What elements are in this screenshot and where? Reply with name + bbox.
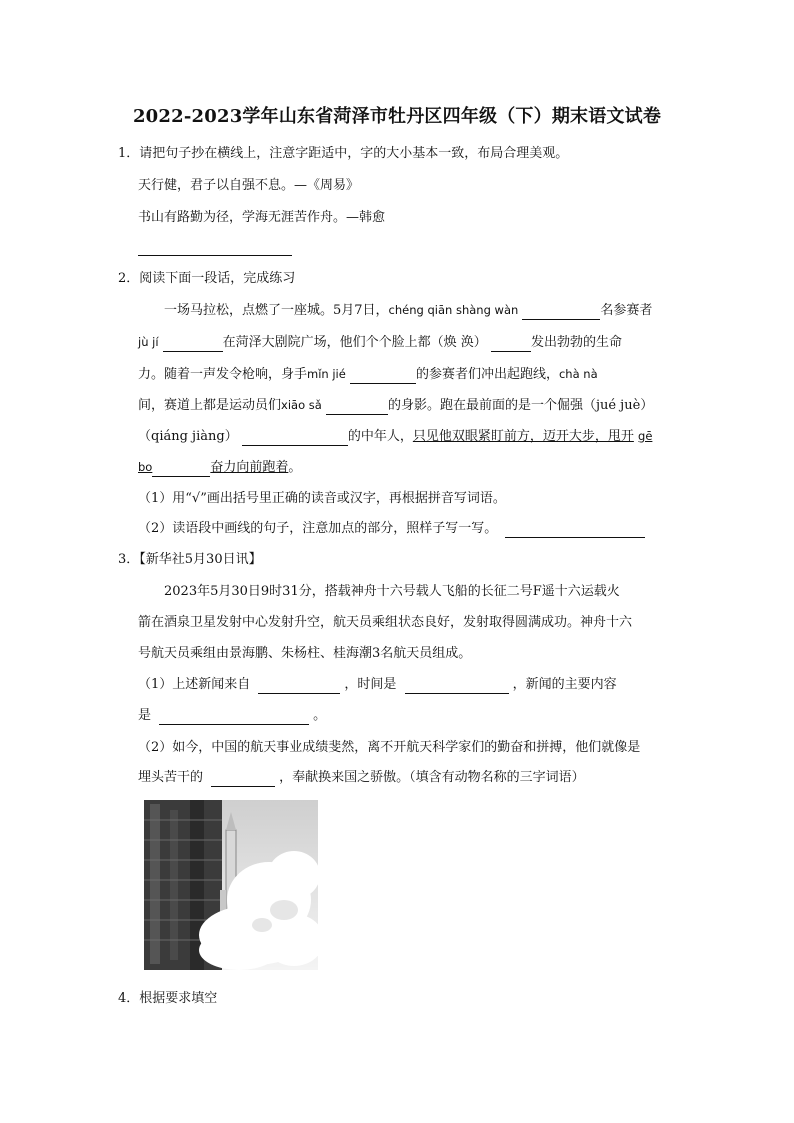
passage-line-1: 一场马拉松，点燃了一座城。5月7日，chéng qiān shàng wàn 名参赛者	[164, 303, 653, 318]
passage-line-3: 力。随着一声发令枪响，身手mǐn jié 的参赛者们冲出起跑线，chà nà	[138, 367, 598, 382]
question-number: 2．	[118, 271, 140, 286]
question-3-sub-2-cont: 埋头苦干的 ，奉献换来国之骄傲。（填含有动物名称的三字词语）	[138, 770, 585, 785]
pinyin-chengqianshangwan: chéng qiān shàng wàn	[388, 303, 519, 317]
answer-blank[interactable]	[152, 462, 210, 477]
answer-blank[interactable]	[522, 305, 600, 320]
copy-answer-line[interactable]	[138, 238, 292, 256]
news-line-1: 2023年5月30日9时31分，搭载神舟十六号载人飞船的长征二号F遥十六运载火	[164, 584, 620, 599]
answer-blank[interactable]	[491, 337, 531, 352]
pinyin-minjie: mǐn jié	[307, 367, 346, 381]
underlined-sentence-end: 奋力向前跑着	[210, 460, 289, 475]
passage-line-6: bo 奋力向前跑着。	[138, 460, 302, 475]
question-number: 3．	[118, 552, 140, 567]
page-title: 2022-2023学年山东省菏泽市牡丹区四年级（下）期末语文试卷	[132, 106, 662, 127]
answer-blank[interactable]	[163, 337, 223, 352]
passage-line-4: 间，赛道上都是运动员们xiāo sǎ 的身影。跑在最前面的是一个倔强（jué juè）	[138, 398, 654, 413]
answer-blank-animal-word[interactable]	[211, 772, 275, 787]
question-2-prompt: 2．阅读下面一段话，完成练习	[118, 271, 296, 286]
question-2-sub-2: （2）读语段中画线的句子，注意加点的部分，照样子写一写。	[138, 520, 645, 538]
news-line-2: 箭在酒泉卫星发射中心发射升空，航天员乘组状态良好，发射取得圆满成功。神舟十六	[138, 615, 633, 630]
answer-blank-source[interactable]	[258, 679, 340, 694]
answer-blank[interactable]	[505, 523, 645, 538]
answer-blank-content[interactable]	[159, 710, 309, 725]
question-3-sub-1: （1）上述新闻来自 ，时间是 ，新闻的主要内容	[138, 677, 617, 692]
question-4-prompt: 4．根据要求填空	[118, 991, 218, 1006]
question-number: 4．	[118, 991, 140, 1006]
rocket-launch-photo	[144, 800, 318, 970]
answer-blank[interactable]	[242, 431, 348, 446]
quote-zhouyi: 天行健，君子以自强不息。—《周易》	[138, 178, 360, 193]
passage-line-5: （qiáng jiàng） 的中年人，只见他双眼紧盯前方，迈开大步，甩开 gē	[138, 429, 653, 444]
question-1-prompt: 1．请把句子抄在横线上，注意字距适中，字的大小基本一致，布局合理美观。	[118, 146, 569, 161]
quote-hanyu: 书山有路勤为径，学海无涯苦作舟。—韩愈	[138, 210, 386, 225]
question-number: 1．	[118, 146, 140, 161]
pinyin-gebo-2: bo	[138, 460, 153, 474]
answer-blank[interactable]	[326, 400, 388, 415]
question-3-sub-1-cont: 是 。	[138, 708, 327, 723]
news-line-3: 号航天员乘组由景海鹏、朱杨柱、桂海潮3名航天员组成。	[138, 646, 472, 661]
pinyin-juji: jù jí	[138, 335, 159, 349]
pinyin-gebo-1: gē	[638, 429, 653, 443]
answer-blank-time[interactable]	[405, 679, 509, 694]
question-2-sub-1: （1）用“√”画出括号里正确的读音或汉字，再根据拼音写词语。	[138, 491, 506, 506]
passage-line-2: jù jí 在菏泽大剧院广场，他们个个脸上都（焕 涣） 发出勃勃的生命	[138, 335, 622, 350]
pinyin-chana: chà nà	[558, 367, 598, 381]
pinyin-xiaosa: xiāo sǎ	[281, 398, 322, 412]
answer-blank[interactable]	[350, 369, 416, 384]
question-3-sub-2: （2）如今，中国的航天事业成绩斐然，离不开航天科学家们的勤奋和拼搏，他们就像是	[138, 740, 641, 755]
question-3-head: 3．【新华社5月30日讯】	[118, 552, 262, 567]
underlined-sentence: 只见他双眼紧盯前方，迈开大步，甩开	[412, 429, 634, 444]
